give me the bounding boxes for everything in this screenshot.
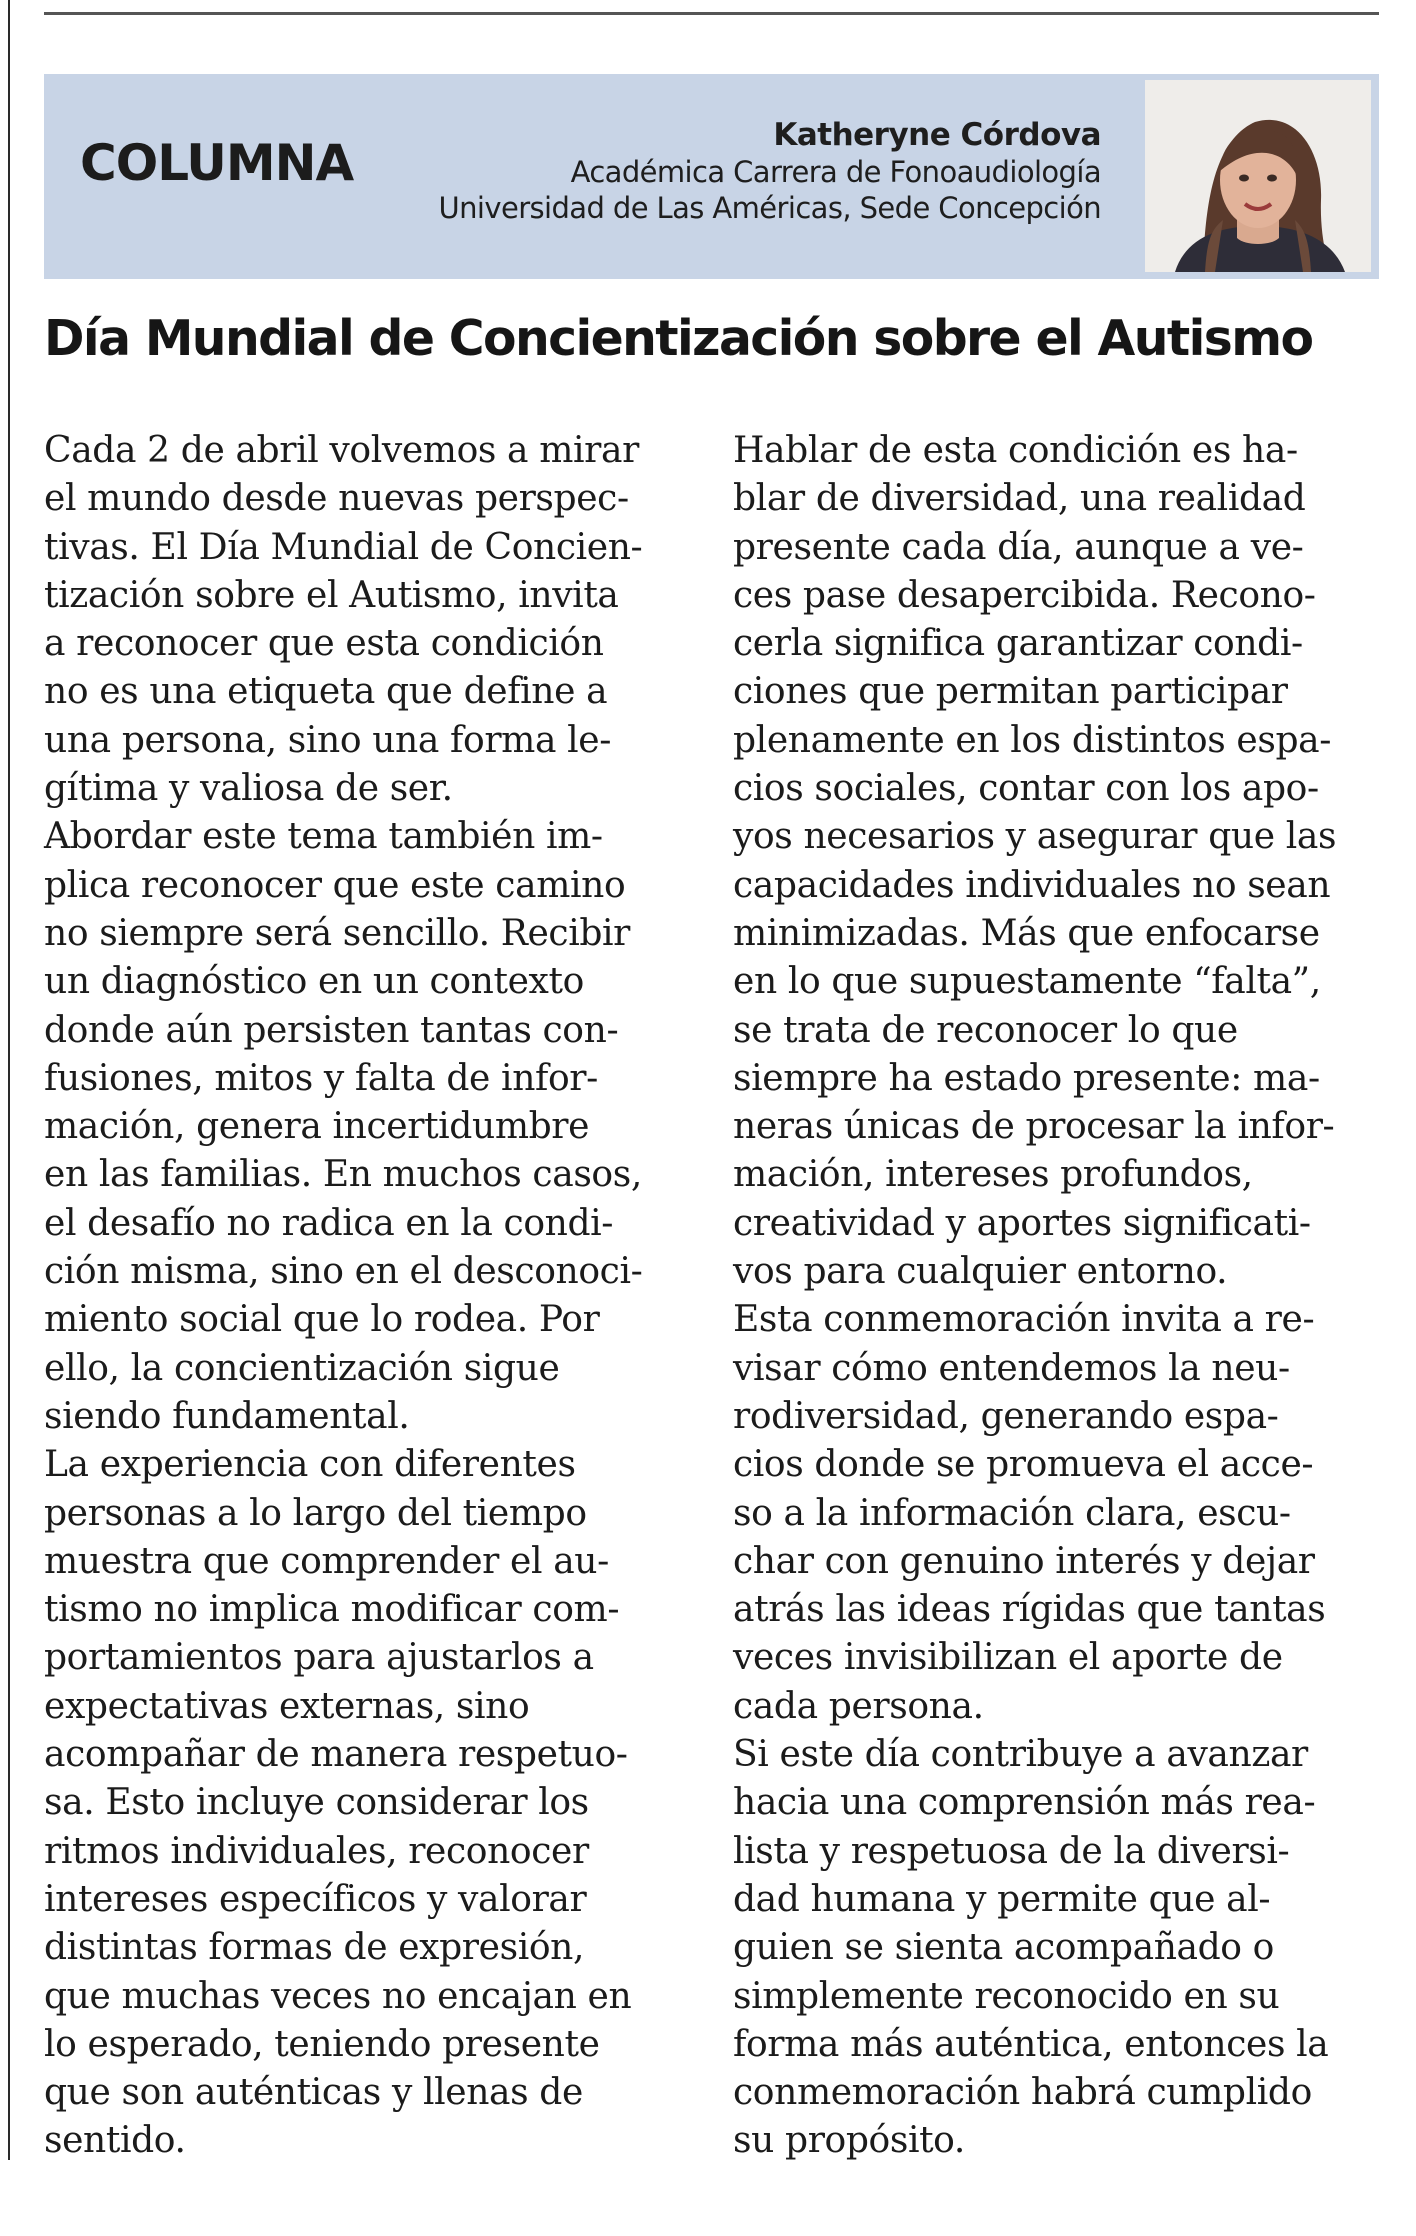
article-text-line: cerla significa garantizar condi- xyxy=(733,621,1303,665)
article-text-line: veces invisibilizan el aporte de xyxy=(733,1635,1283,1679)
author-role: Académica Carrera de Fonoaudiología xyxy=(570,155,1101,189)
article-text-line: conmemoración habrá cumplido xyxy=(733,2070,1312,2114)
article-text-line: ello, la concientización sigue xyxy=(44,1345,560,1389)
article-text-line: siendo fundamental. xyxy=(44,1393,410,1437)
article-text-line: el desafío no radica en la condi- xyxy=(44,1200,614,1244)
article-text-line: lista y respetuosa de la diversi- xyxy=(733,1828,1290,1872)
article-text-line: Cada 2 de abril volvemos a mirar xyxy=(44,428,639,471)
article-text-line: ción misma, sino en el desconoci- xyxy=(44,1249,643,1293)
article-text-line: Esta conmemoración invita a re- xyxy=(733,1297,1315,1341)
article-text-line: que muchas veces no encajan en xyxy=(44,1973,632,2017)
article-text-line: tismo no implica modificar com- xyxy=(44,1587,620,1631)
author-byline xyxy=(439,116,1101,226)
article-text-line: ritmos individuales, reconocer xyxy=(44,1828,589,1872)
article-text-line: no es una etiqueta que define a xyxy=(44,669,608,713)
page-left-rule xyxy=(8,0,10,2160)
article-text-line: mación, intereses profundos, xyxy=(733,1152,1253,1196)
article-text-line: no siempre será sencillo. Recibir xyxy=(44,910,630,954)
article-text-line: vos para cualquier entorno. xyxy=(733,1249,1228,1293)
article-text-line: su propósito. xyxy=(733,2118,965,2162)
author-photo xyxy=(1145,80,1371,272)
article-text-line: rodiversidad, generando espa- xyxy=(733,1393,1279,1437)
article-text-line: intereses específicos y valorar xyxy=(44,1876,587,1920)
article-text-line: en las familias. En muchos casos, xyxy=(44,1152,642,1196)
article-text-line: Hablar de esta condición es ha- xyxy=(733,428,1298,471)
article-headline: Día Mundial de Concientización sobre el Autismo xyxy=(44,310,1313,367)
article-text-line: donde aún persisten tantas con- xyxy=(44,1007,619,1051)
article-text-line: portamientos para ajustarlos a xyxy=(44,1635,594,1679)
article-text-line: el mundo desde nuevas perspec- xyxy=(44,476,629,520)
article-text-line: acompañar de manera respetuo- xyxy=(44,1732,628,1776)
article-text-line: muestra que comprender el au- xyxy=(44,1538,609,1582)
article-text-line: fusiones, mitos y falta de infor- xyxy=(44,1055,598,1099)
page-top-rule xyxy=(44,12,1379,15)
article-text-line: lo esperado, teniendo presente xyxy=(44,2021,600,2065)
article-text-line: tivas. El Día Mundial de Concien- xyxy=(44,524,643,568)
article-column-right xyxy=(733,426,1393,2165)
article-text-line: sa. Esto incluye considerar los xyxy=(44,1780,589,1824)
article-text-line: personas a lo largo del tiempo xyxy=(44,1490,587,1534)
author-name: Katheryne Córdova xyxy=(773,117,1101,153)
author-affiliation: Universidad de Las Américas, Sede Concepción xyxy=(438,191,1101,225)
article-text-line: ciones que permitan participar xyxy=(733,669,1288,713)
article-text-line: so a la información clara, escu- xyxy=(733,1490,1291,1534)
article-text-line: Abordar este tema también im- xyxy=(44,814,603,858)
article-text-line: minimizadas. Más que enfocarse xyxy=(733,910,1320,954)
article-column-left xyxy=(44,426,704,2165)
article-text-line: miento social que lo rodea. Por xyxy=(44,1297,600,1341)
article-text-line: creatividad y aportes significati- xyxy=(733,1200,1311,1244)
section-kicker: COLUMNA xyxy=(80,134,354,192)
article-text-line: visar cómo entendemos la neu- xyxy=(733,1345,1290,1389)
article-text-line: cada persona. xyxy=(733,1683,984,1727)
article-text-line: simplemente reconocido en su xyxy=(733,1973,1280,2017)
article-text-line: guien se sienta acompañado o xyxy=(733,1925,1275,1969)
article-text-line: yos necesarios y asegurar que las xyxy=(733,814,1337,858)
author-portrait-illustration xyxy=(1145,80,1371,272)
article-text-line: gítima y valiosa de ser. xyxy=(44,766,453,810)
article-text-line: ces pase desapercibida. Recono- xyxy=(733,572,1316,616)
article-text-line: La experiencia con diferentes xyxy=(44,1442,576,1486)
article-text-line: atrás las ideas rígidas que tantas xyxy=(733,1587,1326,1631)
article-text-line: a reconocer que esta condición xyxy=(44,621,604,665)
article-text-line: Si este día contribuye a avanzar xyxy=(733,1732,1308,1776)
article-text-line: en lo que supuestamente “falta”, xyxy=(733,959,1321,1003)
article-text-line: un diagnóstico en un contexto xyxy=(44,959,584,1003)
article-text-line: se trata de reconocer lo que xyxy=(733,1007,1238,1051)
article-text-line: dad humana y permite que al- xyxy=(733,1876,1271,1920)
article-text-line: distintas formas de expresión, xyxy=(44,1925,585,1969)
article-text-line: cios donde se promueva el acce- xyxy=(733,1442,1314,1486)
article-text-line: sentido. xyxy=(44,2118,186,2162)
article-text-line: plica reconocer que este camino xyxy=(44,862,626,906)
article-text-line: mación, genera incertidumbre xyxy=(44,1104,590,1148)
article-text-line: presente cada día, aunque a ve- xyxy=(733,524,1304,568)
article-text-line: siempre ha estado presente: ma- xyxy=(733,1055,1320,1099)
article-text-line: expectativas externas, sino xyxy=(44,1683,530,1727)
article-text-line: forma más auténtica, entonces la xyxy=(733,2021,1329,2065)
article-text-line: capacidades individuales no sean xyxy=(733,862,1331,906)
article-text-line: que son auténticas y llenas de xyxy=(44,2070,583,2114)
article-text-line: plenamente en los distintos espa- xyxy=(733,717,1332,761)
article-text-line: blar de diversidad, una realidad xyxy=(733,476,1306,520)
article-text-line: cios sociales, contar con los apo- xyxy=(733,766,1319,810)
article-text-line: tización sobre el Autismo, invita xyxy=(44,572,619,616)
article-text-line: char con genuino interés y dejar xyxy=(733,1538,1315,1582)
article-text-line: hacia una comprensión más rea- xyxy=(733,1780,1316,1824)
article-text-line: una persona, sino una forma le- xyxy=(44,717,611,761)
article-text-line: neras únicas de procesar la infor- xyxy=(733,1104,1335,1148)
column-header-band xyxy=(44,74,1379,279)
